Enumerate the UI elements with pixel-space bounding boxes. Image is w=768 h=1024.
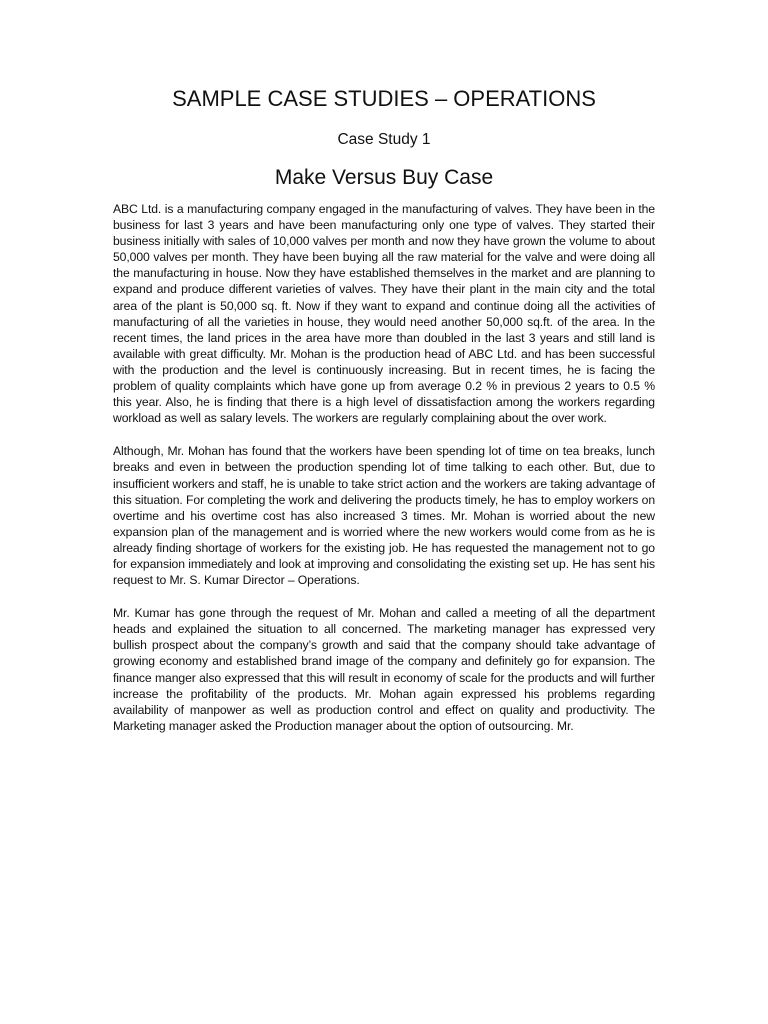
case-title: Make Versus Buy Case: [274, 166, 494, 189]
case-study-number: Case Study 1: [337, 131, 431, 148]
paragraph-1: ABC Ltd. is a manufacturing company engaged in the manufacturing of valves. They have been in the business for last 3 years and have been manufacturing only one type of valves. They started their business initially with sales of 10,000 valves per month and now they have grown the volume to about 50,000 valves per month. They have been buying all the raw material for the valve and were doing all the manufacturing in house. Now they have established themselves in the market and are planning to expand and produce different varieties of valves. They have their plant in the main city and the total area of the plant is 50,000 sq. ft. Now if they want to expand and continue doing all the activities of manufacturing of all the varieties in house, they would need another 50,000 sq.ft. of the area. In the recent times, the land prices in the area have more than doubled in the last 3 years and still land is available with great difficulty. Mr. Mohan is the production head of ABC Ltd. and has been successful with the production and the level is continuously increasing. But in recent times, he is facing the problem of quality complaints which have gone up from average 0.2 % in previous 2 years to 0.5 % this year. Also, he is finding that there is a high level of dissatisfaction among the workers regarding workload as well as salary levels. The workers are regularly complaining about the over work.: [113, 202, 655, 426]
paragraph-2: Although, Mr. Mohan has found that the workers have been spending lot of time on tea breaks, lunch breaks and even in between the production spending lot of time talking to each other. But, due to insufficient workers and staff, he is unable to take strict action and the workers are taking advantage of this situation. For completing the work and delivering the products timely, he has to employ workers on overtime and his overtime cost has also increased 3 times. Mr. Mohan is worried about the new expansion plan of the management and is worried where the new workers would come from as he is already finding shortage of workers for the existing job. He has requested the management not to go for expansion immediately and look at improving and consolidating the existing set up. He has sent his request to Mr. S. Kumar Director – Operations.: [113, 444, 655, 588]
paragraph-3: Mr. Kumar has gone through the request of Mr. Mohan and called a meeting of all the department heads and explained the situation to all concerned. The marketing manager has expressed very bullish prospect about the company’s growth and said that the company should take advantage of growing economy and established brand image of the company and definitely go for expansion. The finance manger also expressed that this will result in economy of scale for the products and will further increase the profitability of the products. Mr. Mohan again expressed his problems regarding availability of manpower as well as production control and effect on quality and productivity. The Marketing manager asked the Production manager about the option of outsourcing. Mr.: [113, 606, 655, 733]
page-title: SAMPLE CASE STUDIES – OPERATIONS: [172, 86, 596, 111]
